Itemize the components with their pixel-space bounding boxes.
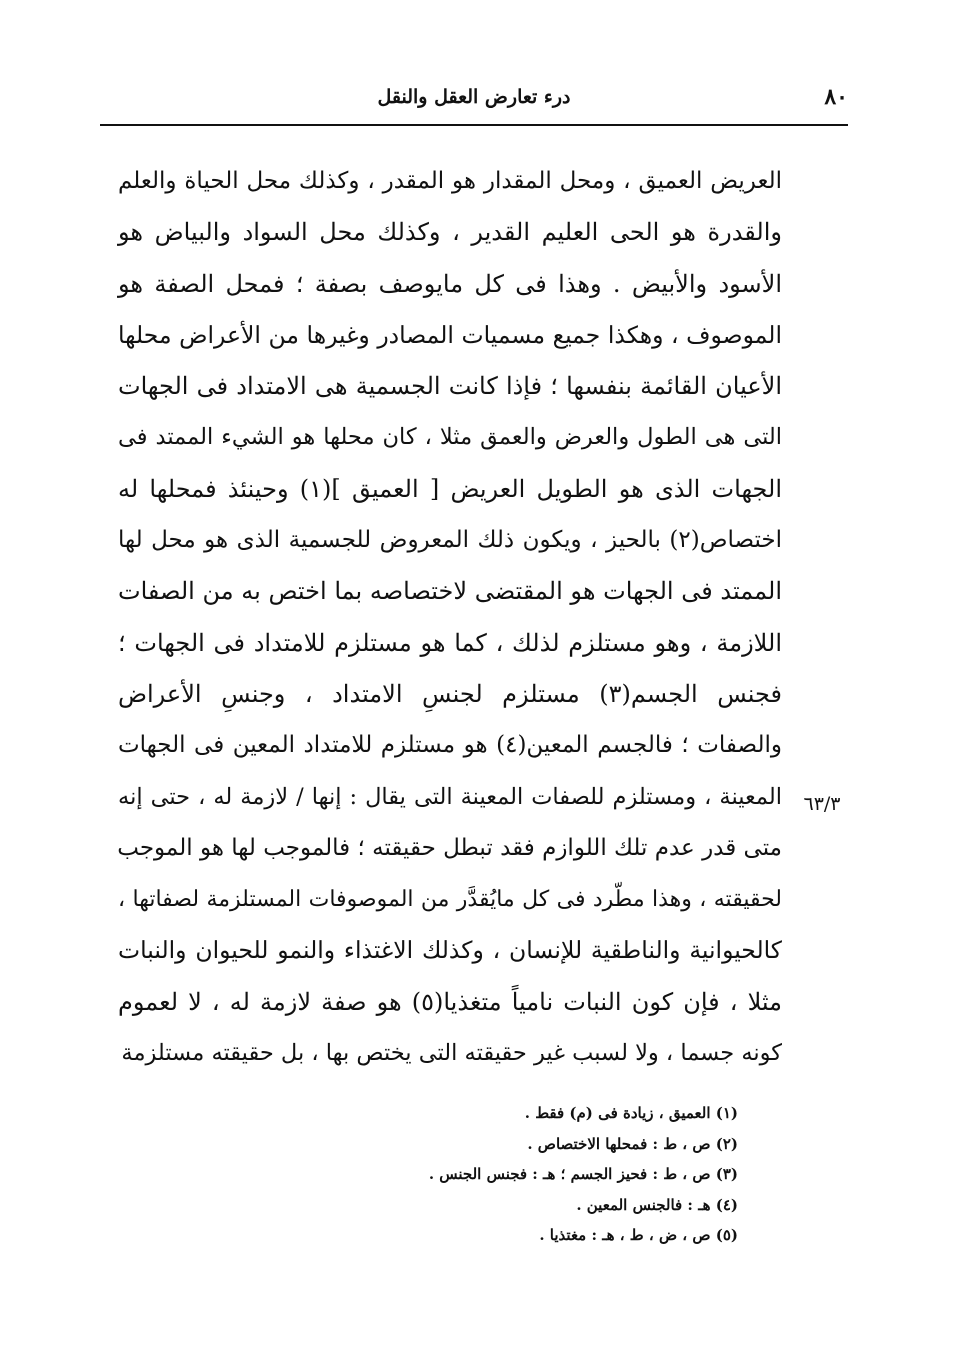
text-line: الممتد فى الجهات هو المقتضى لاختصاصه بما اختص به من الصفات [118, 577, 782, 606]
text-line: الأسود والأبيض . وهذا فى كل مايوصف بصفة ؛ فمحل الصفة هو [118, 269, 782, 298]
running-title: درء تعارض العقل والنقل [377, 86, 571, 108]
footnotes [330, 1098, 738, 1251]
text-line: الجهات الذى هو الطويل العريض [ العميق ](١) وحينئذ فمحلها له [118, 474, 782, 503]
margin-reference: ٦٣/٣ [803, 793, 841, 815]
footnote: (٣) ص ، ط : فحيز الجسم ؛ هـ : فجنس الجنس . [428, 1165, 738, 1183]
header-rule [100, 124, 848, 126]
text-line: التى هى الطول والعرض والعمق مثلا ، كان محلها هو الشيء الممتد فى [118, 424, 782, 451]
footnote: (٢) ص ، ط : فمحلها الاختصاص . [527, 1134, 738, 1153]
text-line: متى قدر عدم تلك اللوازم فقد تبطل حقيقته ؛ فالموجب لها هو الموجب [117, 834, 782, 861]
text-line: كونه جسما ، ولا لسبب غير حقيقته التى يختص بها ، بل حقيقته مستلزمة [121, 1040, 782, 1067]
text-line: اللازمة ، وهو مستلزم لذلك ، كما هو مستلزم للامتداد فى الجهات ؛ [118, 628, 782, 657]
footnote: (١) العميق ، زيادة فى (م) فقط . [524, 1104, 738, 1122]
text-line: مثلا ، فإن كون النبات نامياً متغذيا(٥) هو صفة لازمة له ، لا لعموم [118, 987, 782, 1016]
text-line: فجنس الجسم(٣) مستلزم لجنسِ الامتداد ، وجنسِ الأعراض [118, 679, 783, 708]
text-line: والصفات ؛ فالجسم المعين(٤) هو مستلزم للامتداد المعين فى الجهات [118, 732, 782, 759]
text-line: اختصاص(٢) بالحيز ، ويكون ذلك المعروض للجسمية الذى هو محل لها [118, 527, 782, 554]
text-line: الأعيان القائمة بنفسها ؛ فإذا كانت الجسمية هى الامتداد فى الجهات [118, 372, 782, 401]
footnote: (٥) ص ، ض ، ط ، هـ : مغتذيا . [539, 1226, 738, 1244]
text-line: كالحيوانية والناطقية للإنسان ، وكذلك الاغتذاء والنمو للحيوان والنبات [118, 936, 782, 965]
text-line: لحقيقته ، وهذا مطّرد فى كل مايُقدَّر من الموصوفات المستلزمة لصفاتها ، [118, 887, 782, 913]
text-line: المعينة ، ومستلزم للصفات المعينة التى يقال : إنها / لازمة له ، حتى إنه [118, 783, 782, 810]
footnote: (٤) هـ : فالجنس المعين . [576, 1195, 738, 1214]
page-header [100, 72, 848, 126]
text-line: العريض العميق ، ومحل المقدار هو المقدر ، وكذلك محل الحياة والعلم [118, 168, 782, 194]
main-text [118, 156, 782, 1079]
page-number: ٨٠ [824, 84, 848, 110]
text-line: والقدرة هو الحى العليم القدير ، وكذلك محل السواد والبياض هو [118, 218, 783, 247]
text-line: الموصوف ، وهكذا جميع مسميات المصادر وغيرها من الأعراض محلها [118, 320, 782, 349]
